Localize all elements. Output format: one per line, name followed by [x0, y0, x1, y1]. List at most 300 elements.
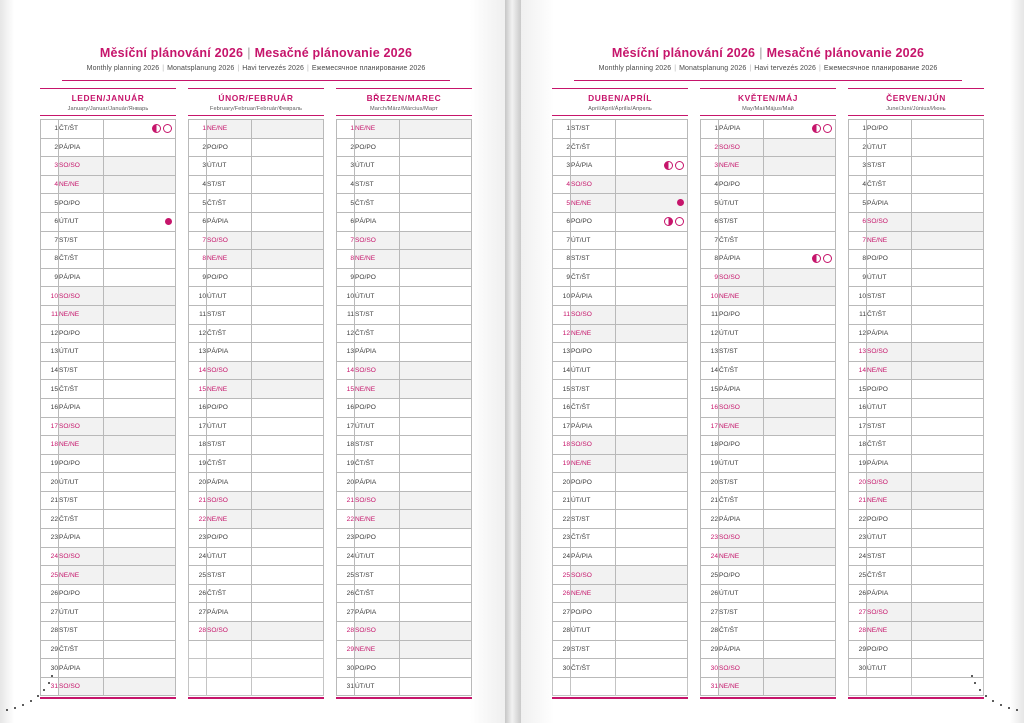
table-row-empty — [189, 659, 324, 678]
day-note-field[interactable] — [104, 510, 176, 529]
day-note-field[interactable] — [104, 212, 176, 231]
table-row — [701, 491, 836, 510]
day-note-field[interactable] — [616, 212, 688, 231]
day-note-field[interactable] — [400, 640, 472, 659]
table-row — [337, 529, 472, 548]
day-name: ČT/ŠT — [59, 640, 104, 659]
day-note-field[interactable] — [764, 436, 836, 455]
day-note-field[interactable] — [104, 547, 176, 566]
day-note-field[interactable] — [252, 398, 324, 417]
day-note-field[interactable] — [104, 287, 176, 306]
table-row — [553, 287, 688, 306]
day-note-field[interactable] — [252, 324, 324, 343]
day-number: 22 — [553, 510, 571, 529]
day-note-field[interactable] — [104, 268, 176, 287]
day-note-field[interactable] — [400, 250, 472, 269]
day-note-field[interactable] — [764, 417, 836, 436]
day-note-field[interactable] — [104, 640, 176, 659]
day-note-field[interactable] — [616, 547, 688, 566]
day-note-field[interactable] — [912, 194, 984, 213]
day-name: PO/PO — [867, 120, 912, 139]
day-note-field[interactable] — [252, 175, 324, 194]
day-note-field[interactable] — [764, 120, 836, 139]
day-note-field[interactable] — [252, 622, 324, 641]
table-row — [849, 175, 984, 194]
day-name: SO/SO — [207, 231, 252, 250]
day-number: 2 — [337, 138, 355, 157]
day-note-field[interactable] — [616, 120, 688, 139]
day-number: 4 — [553, 175, 571, 194]
day-note-field[interactable] — [764, 361, 836, 380]
day-name: NE/NE — [571, 454, 616, 473]
day-note-field-empty — [252, 677, 324, 696]
day-note-field[interactable] — [616, 436, 688, 455]
day-note-field[interactable] — [616, 361, 688, 380]
day-number: 24 — [701, 547, 719, 566]
day-name: ST/ST — [207, 175, 252, 194]
table-row — [849, 157, 984, 176]
day-note-field[interactable] — [104, 603, 176, 622]
table-row — [189, 120, 324, 139]
day-note-field[interactable] — [912, 175, 984, 194]
day-note-field[interactable] — [616, 417, 688, 436]
table-row — [849, 194, 984, 213]
day-note-field[interactable] — [252, 473, 324, 492]
day-note-field[interactable] — [104, 473, 176, 492]
day-note-field[interactable] — [104, 324, 176, 343]
table-row — [553, 361, 688, 380]
day-note-field[interactable] — [764, 287, 836, 306]
day-name: PO/PO — [59, 584, 104, 603]
day-name: ST/ST — [867, 157, 912, 176]
day-note-field[interactable] — [400, 380, 472, 399]
day-note-field[interactable] — [616, 398, 688, 417]
day-note-field[interactable] — [912, 305, 984, 324]
day-note-field[interactable] — [400, 157, 472, 176]
page-left-title-sk: Mesačné plánovanie 2026 — [254, 46, 413, 60]
day-name: PÁ/PIA — [207, 473, 252, 492]
day-note-field[interactable] — [764, 584, 836, 603]
day-note-field[interactable] — [400, 677, 472, 696]
day-note-field[interactable] — [616, 343, 688, 362]
day-note-field[interactable] — [764, 343, 836, 362]
day-note-field[interactable] — [616, 640, 688, 659]
day-note-field[interactable] — [764, 250, 836, 269]
day-note-field[interactable] — [252, 268, 324, 287]
day-note-field[interactable] — [764, 622, 836, 641]
table-row — [41, 398, 176, 417]
table-row — [553, 250, 688, 269]
day-note-field[interactable] — [764, 380, 836, 399]
table-row — [41, 250, 176, 269]
day-note-field[interactable] — [912, 120, 984, 139]
table-row — [553, 343, 688, 362]
moon-new-icon — [675, 161, 684, 170]
table-row — [849, 566, 984, 585]
table-row — [189, 305, 324, 324]
day-note-field[interactable] — [616, 305, 688, 324]
day-note-field[interactable] — [400, 491, 472, 510]
table-row — [701, 250, 836, 269]
day-name: ČT/ŠT — [867, 305, 912, 324]
day-note-field[interactable] — [252, 454, 324, 473]
day-note-field[interactable] — [400, 268, 472, 287]
day-note-field[interactable] — [764, 473, 836, 492]
day-note-field[interactable] — [252, 250, 324, 269]
day-number: 11 — [849, 305, 867, 324]
day-name: SO/SO — [571, 175, 616, 194]
day-note-field[interactable] — [252, 343, 324, 362]
day-note-field[interactable] — [912, 473, 984, 492]
day-note-field[interactable] — [764, 491, 836, 510]
day-note-field[interactable] — [400, 566, 472, 585]
day-note-field[interactable] — [764, 212, 836, 231]
table-row-empty — [189, 677, 324, 696]
table-row — [337, 305, 472, 324]
day-note-field[interactable] — [104, 417, 176, 436]
day-note-field[interactable] — [400, 436, 472, 455]
day-note-field[interactable] — [912, 157, 984, 176]
day-note-field[interactable] — [764, 305, 836, 324]
day-note-field[interactable] — [252, 547, 324, 566]
day-note-field[interactable] — [104, 361, 176, 380]
day-note-field[interactable] — [104, 529, 176, 548]
day-name: ST/ST — [207, 305, 252, 324]
day-note-field[interactable] — [252, 584, 324, 603]
day-note-field[interactable] — [616, 510, 688, 529]
day-note-field[interactable] — [104, 491, 176, 510]
day-note-field[interactable] — [912, 566, 984, 585]
day-name: PÁ/PIA — [207, 212, 252, 231]
day-name: SO/SO — [867, 603, 912, 622]
day-note-field[interactable] — [104, 343, 176, 362]
day-number: 10 — [849, 287, 867, 306]
day-name: NE/NE — [207, 120, 252, 139]
day-note-field[interactable] — [912, 398, 984, 417]
day-note-field[interactable] — [104, 566, 176, 585]
day-note-field[interactable] — [400, 622, 472, 641]
day-note-field[interactable] — [616, 603, 688, 622]
day-note-field[interactable] — [104, 436, 176, 455]
day-note-field[interactable] — [912, 417, 984, 436]
day-name: NE/NE — [207, 380, 252, 399]
day-note-field[interactable] — [252, 194, 324, 213]
day-name: SO/SO — [719, 529, 764, 548]
day-number: 5 — [337, 194, 355, 213]
day-note-field[interactable] — [400, 361, 472, 380]
day-note-field[interactable] — [764, 659, 836, 678]
day-name: NE/NE — [207, 250, 252, 269]
subtitle-hu-right: Havi tervezés 2026 — [754, 65, 816, 72]
day-note-field[interactable] — [912, 454, 984, 473]
day-note-field[interactable] — [912, 491, 984, 510]
table-row — [41, 231, 176, 250]
day-note-field[interactable] — [616, 529, 688, 548]
day-number: 28 — [553, 622, 571, 641]
day-note-field[interactable] — [252, 510, 324, 529]
day-note-field[interactable] — [912, 622, 984, 641]
day-note-field[interactable] — [912, 324, 984, 343]
table-row — [41, 120, 176, 139]
day-note-field[interactable] — [764, 138, 836, 157]
day-name: PO/PO — [355, 138, 400, 157]
day-name: SO/SO — [59, 547, 104, 566]
table-row — [189, 510, 324, 529]
day-note-field[interactable] — [400, 659, 472, 678]
day-number: 17 — [189, 417, 207, 436]
day-note-field[interactable] — [400, 175, 472, 194]
day-note-field[interactable] — [252, 603, 324, 622]
day-number: 9 — [849, 268, 867, 287]
table-row — [337, 640, 472, 659]
day-name: ST/ST — [355, 436, 400, 455]
day-note-field[interactable] — [400, 603, 472, 622]
day-note-field[interactable] — [252, 287, 324, 306]
day-number: 26 — [189, 584, 207, 603]
day-note-field[interactable] — [616, 175, 688, 194]
day-note-field[interactable] — [912, 547, 984, 566]
day-name: SO/SO — [719, 398, 764, 417]
day-name: ÚT/UT — [59, 473, 104, 492]
day-number — [189, 640, 207, 659]
day-note-field[interactable] — [104, 584, 176, 603]
day-note-field[interactable] — [912, 603, 984, 622]
moon-new-icon — [163, 124, 172, 133]
day-note-field[interactable] — [912, 380, 984, 399]
day-name: NE/NE — [355, 120, 400, 139]
page-right-title — [512, 46, 1024, 60]
day-note-field[interactable] — [400, 194, 472, 213]
table-row — [337, 473, 472, 492]
table-row — [701, 659, 836, 678]
day-name: ČT/ŠT — [59, 250, 104, 269]
day-note-field[interactable] — [104, 659, 176, 678]
day-note-field[interactable] — [104, 622, 176, 641]
day-note-field[interactable] — [400, 398, 472, 417]
day-note-field[interactable] — [400, 343, 472, 362]
day-name: SO/SO — [571, 436, 616, 455]
day-name: ST/ST — [355, 175, 400, 194]
day-note-field[interactable] — [252, 529, 324, 548]
day-number: 5 — [189, 194, 207, 213]
day-note-field[interactable] — [252, 157, 324, 176]
table-row — [189, 175, 324, 194]
day-note-field[interactable] — [104, 175, 176, 194]
day-number: 29 — [337, 640, 355, 659]
day-note-field[interactable] — [616, 194, 688, 213]
day-note-field[interactable] — [764, 157, 836, 176]
day-note-field[interactable] — [252, 120, 324, 139]
day-note-field[interactable] — [616, 324, 688, 343]
day-note-field[interactable] — [764, 324, 836, 343]
day-number: 23 — [553, 529, 571, 548]
day-name: SO/SO — [355, 231, 400, 250]
day-note-field[interactable] — [764, 398, 836, 417]
day-note-field[interactable] — [616, 268, 688, 287]
day-note-field[interactable] — [616, 157, 688, 176]
day-note-field[interactable] — [912, 640, 984, 659]
day-note-field[interactable] — [616, 380, 688, 399]
day-note-field[interactable] — [252, 361, 324, 380]
day-name: NE/NE — [355, 640, 400, 659]
day-note-field[interactable] — [764, 603, 836, 622]
day-note-field[interactable] — [104, 305, 176, 324]
day-name: ST/ST — [867, 547, 912, 566]
day-note-field[interactable] — [252, 417, 324, 436]
day-note-field[interactable] — [764, 194, 836, 213]
day-name: PO/PO — [867, 510, 912, 529]
day-note-field[interactable] — [400, 120, 472, 139]
day-note-field[interactable] — [912, 510, 984, 529]
day-note-field[interactable] — [616, 491, 688, 510]
table-row — [849, 343, 984, 362]
day-name: PÁ/PIA — [59, 268, 104, 287]
day-note-field[interactable] — [764, 231, 836, 250]
day-number: 7 — [41, 231, 59, 250]
day-name: SO/SO — [355, 361, 400, 380]
day-note-field[interactable] — [616, 566, 688, 585]
subtitle-sep-3-right: | — [818, 65, 821, 72]
day-note-field[interactable] — [400, 138, 472, 157]
day-note-field[interactable] — [400, 324, 472, 343]
day-number: 25 — [701, 566, 719, 585]
day-note-field[interactable] — [104, 138, 176, 157]
day-note-field[interactable] — [400, 454, 472, 473]
day-name: PO/PO — [207, 268, 252, 287]
day-note-field[interactable] — [912, 231, 984, 250]
day-note-field[interactable] — [616, 231, 688, 250]
table-row — [849, 454, 984, 473]
day-note-field[interactable] — [400, 510, 472, 529]
day-number: 6 — [41, 212, 59, 231]
table-row — [41, 547, 176, 566]
day-note-field[interactable] — [912, 138, 984, 157]
day-note-field[interactable] — [764, 547, 836, 566]
day-note-field[interactable] — [104, 231, 176, 250]
day-note-field[interactable] — [104, 398, 176, 417]
day-note-field[interactable] — [104, 454, 176, 473]
day-note-field[interactable] — [400, 529, 472, 548]
day-note-field[interactable] — [764, 529, 836, 548]
table-row — [701, 417, 836, 436]
day-number: 13 — [849, 343, 867, 362]
day-note-field[interactable] — [912, 584, 984, 603]
day-note-field[interactable] — [104, 120, 176, 139]
day-note-field[interactable] — [400, 231, 472, 250]
day-name: ÚT/UT — [571, 622, 616, 641]
table-row — [189, 343, 324, 362]
day-name: ST/ST — [719, 473, 764, 492]
day-note-field[interactable] — [912, 212, 984, 231]
day-note-field[interactable] — [104, 380, 176, 399]
day-note-field[interactable] — [616, 584, 688, 603]
day-name: ST/ST — [59, 491, 104, 510]
day-note-field[interactable] — [616, 138, 688, 157]
day-note-field[interactable] — [400, 305, 472, 324]
day-number: 26 — [701, 584, 719, 603]
day-note-field[interactable] — [616, 659, 688, 678]
day-number: 12 — [337, 324, 355, 343]
table-row — [849, 231, 984, 250]
day-note-field[interactable] — [764, 566, 836, 585]
day-note-field[interactable] — [252, 231, 324, 250]
day-number: 19 — [701, 454, 719, 473]
day-note-field[interactable] — [400, 547, 472, 566]
day-note-field[interactable] — [912, 268, 984, 287]
day-note-field[interactable] — [104, 677, 176, 696]
day-note-field[interactable] — [252, 138, 324, 157]
day-note-field[interactable] — [912, 529, 984, 548]
day-note-field[interactable] — [400, 473, 472, 492]
table-row — [41, 510, 176, 529]
day-note-field[interactable] — [400, 417, 472, 436]
day-number: 26 — [849, 584, 867, 603]
month-name: BŘEZEN/MAREC — [366, 93, 442, 103]
day-number: 30 — [41, 659, 59, 678]
day-note-field[interactable] — [912, 250, 984, 269]
day-note-field[interactable] — [616, 454, 688, 473]
day-note-field[interactable] — [616, 622, 688, 641]
day-note-field[interactable] — [252, 305, 324, 324]
day-name: ÚT/UT — [571, 491, 616, 510]
day-number: 4 — [849, 175, 867, 194]
table-row — [701, 212, 836, 231]
day-note-field[interactable] — [400, 584, 472, 603]
day-name: ÚT/UT — [355, 547, 400, 566]
day-name: PÁ/PIA — [867, 454, 912, 473]
day-note-field[interactable] — [104, 157, 176, 176]
day-note-field[interactable] — [616, 250, 688, 269]
day-note-field[interactable] — [400, 287, 472, 306]
day-note-field[interactable] — [252, 380, 324, 399]
table-row — [189, 454, 324, 473]
day-note-field[interactable] — [912, 343, 984, 362]
day-note-field[interactable] — [104, 250, 176, 269]
day-note-field[interactable] — [764, 640, 836, 659]
day-name: ČT/ŠT — [207, 194, 252, 213]
day-note-field[interactable] — [252, 436, 324, 455]
table-row — [553, 454, 688, 473]
day-note-field[interactable] — [252, 212, 324, 231]
day-note-field[interactable] — [764, 510, 836, 529]
table-row — [189, 157, 324, 176]
table-row — [849, 622, 984, 641]
day-name: ČT/ŠT — [719, 491, 764, 510]
day-note-field[interactable] — [764, 268, 836, 287]
day-note-field[interactable] — [252, 491, 324, 510]
day-number: 13 — [189, 343, 207, 362]
day-note-field[interactable] — [764, 677, 836, 696]
day-note-field[interactable] — [616, 473, 688, 492]
day-note-field[interactable] — [764, 175, 836, 194]
subtitle-sep-2: | — [237, 65, 240, 72]
day-note-field[interactable] — [912, 361, 984, 380]
day-name: PO/PO — [207, 529, 252, 548]
day-note-field[interactable] — [104, 194, 176, 213]
day-note-field[interactable] — [912, 436, 984, 455]
day-note-field[interactable] — [252, 566, 324, 585]
day-name: ÚT/UT — [355, 287, 400, 306]
day-name: ÚT/UT — [719, 324, 764, 343]
day-name: ČT/ŠT — [571, 398, 616, 417]
day-note-field[interactable] — [764, 454, 836, 473]
day-note-field[interactable] — [400, 212, 472, 231]
month-header — [848, 88, 984, 116]
day-name: SO/SO — [867, 343, 912, 362]
day-note-field[interactable] — [912, 287, 984, 306]
table-row — [41, 640, 176, 659]
day-note-field[interactable] — [616, 287, 688, 306]
